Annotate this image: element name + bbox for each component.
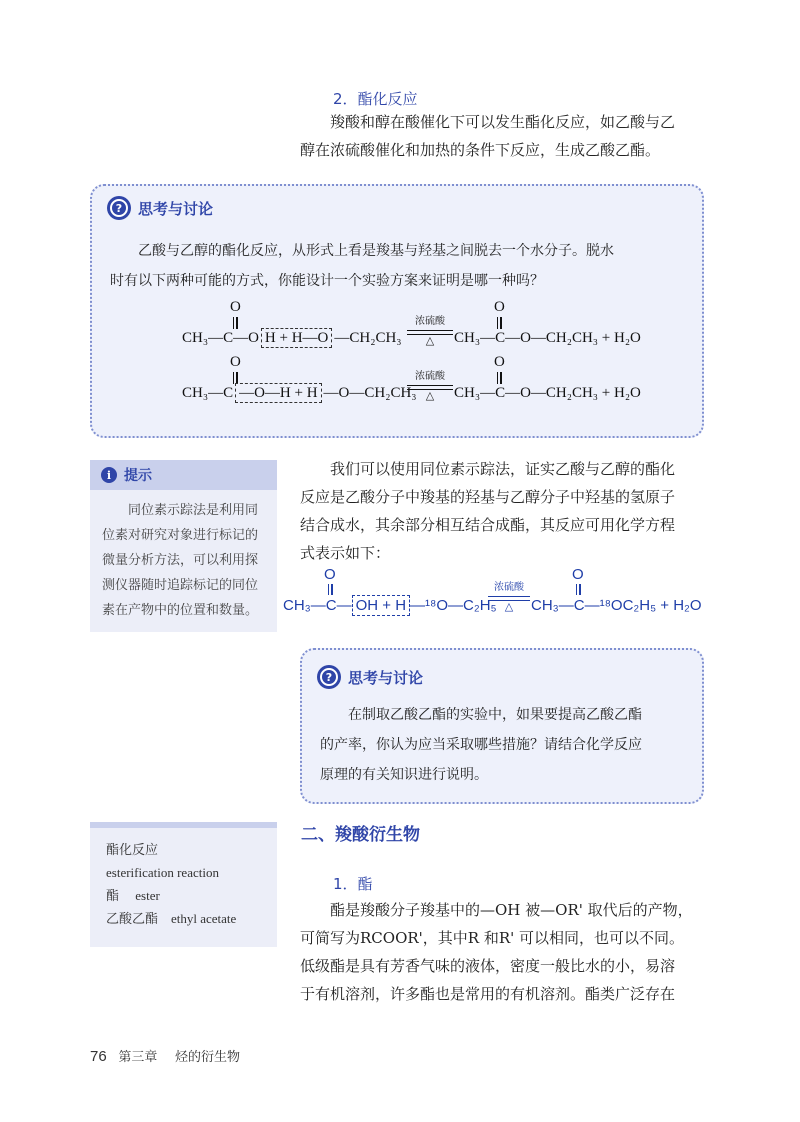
- eq-product: CH₃—C—O—CH₂CH₃ + H₂O: [454, 330, 641, 346]
- paragraph-line: 反应是乙酸分子中羧基的羟基与乙醇分子中羟基的氢原子: [300, 488, 676, 506]
- glossary-box: [90, 822, 277, 947]
- svg-text:?: ?: [325, 671, 333, 684]
- info-icon: [100, 466, 118, 484]
- paragraph-line: 于有机溶剂，许多酯也是常用的有机溶剂。酯类广泛存在: [300, 985, 676, 1003]
- eq-reactant: CH₃—C—: [283, 597, 352, 614]
- double-bond: [328, 584, 330, 595]
- discussion-line: 乙酸与乙醇的酯化反应，从形式上看是羧基与羟基之间脱去一个水分子。脱水: [138, 243, 614, 259]
- hint-line: 微量分析方法，可以利用探: [102, 553, 259, 568]
- hint-line: 同位素示踪法是利用同: [128, 503, 259, 518]
- discussion-text: [320, 700, 690, 790]
- discussion-box-1: [90, 184, 704, 438]
- eq-reactant: —¹⁸O—C₂H₅: [410, 597, 497, 614]
- discussion-line: 时有以下两种可能的方式，你能设计一个实验方案来证明是哪一种吗？: [110, 273, 544, 289]
- discussion-line: 在制取乙酸乙酯的实验中，如果要提高乙酸乙酯: [348, 707, 642, 723]
- equation-2: [182, 385, 417, 402]
- ester-paragraph: [300, 896, 720, 1008]
- glossary-item: 酯化反应: [106, 842, 159, 857]
- discussion-text: [110, 236, 690, 296]
- paragraph-line: 式表示如下：: [300, 544, 391, 562]
- glossary-item: esterification reaction: [106, 865, 219, 880]
- section-heading-carboxylic-derivatives: 二、羧酸衍生物: [301, 825, 420, 845]
- paragraph-line: 羧酸和醇在酸催化下可以发生酯化反应，如乙酸与乙: [330, 113, 676, 131]
- chapter-label: 第三章: [118, 1049, 158, 1064]
- carbonyl-oxygen: O: [494, 299, 505, 315]
- paragraph-line: 酯是羧酸分子羧基中的—OH 被—OR' 取代后的产物，: [330, 901, 693, 919]
- carbonyl-oxygen: O: [230, 299, 241, 315]
- carbonyl-oxygen: O: [324, 566, 336, 583]
- page-footer: [90, 1046, 240, 1065]
- glossary-item: 酯 ester: [106, 888, 160, 903]
- isotope-equation: [283, 597, 497, 614]
- eq-reactant: CH₃—C: [182, 385, 234, 401]
- paragraph-line: 我们可以使用同位素示踪法，证实乙酸与乙醇的酯化: [330, 460, 676, 478]
- discussion-icon: [106, 195, 132, 221]
- heat-symbol: △: [425, 389, 435, 402]
- catalyst-label: 浓硫酸: [415, 371, 445, 382]
- eq-product: CH₃—C—¹⁸OC₂H₅ + H₂O: [531, 597, 702, 614]
- eq-reactant: CH₃—C—O: [182, 330, 259, 346]
- paragraph-line: 低级酯是具有芳香气味的液体，密度一般比水的小，易溶: [300, 957, 676, 975]
- reaction-arrow-1: [407, 316, 453, 347]
- paragraph-line: 醇在浓硫酸催化和加热的条件下反应，生成乙酸乙酯。: [300, 141, 661, 159]
- catalyst-label: 浓硫酸: [415, 316, 445, 327]
- glossary-item: 乙酸乙酯 ethyl acetate: [106, 911, 237, 926]
- hint-header: [90, 460, 277, 490]
- discussion-header: [316, 664, 423, 690]
- page-number: 76: [90, 1048, 107, 1065]
- equation-1: [182, 330, 402, 347]
- chapter-title: 烃的衍生物: [174, 1049, 240, 1064]
- double-bond: [576, 584, 578, 595]
- svg-text:?: ?: [115, 202, 123, 215]
- discussion-box-2: [300, 648, 704, 804]
- heat-symbol: △: [504, 600, 514, 613]
- heat-symbol: △: [425, 334, 435, 347]
- discussion-icon: [316, 664, 342, 690]
- eq-water-box: H + H—O: [261, 328, 332, 348]
- discussion-line: 的产率，你认为应当采取哪些措施？请结合化学反应: [320, 737, 642, 753]
- eq-water-box: OH + H: [352, 595, 410, 616]
- reaction-arrow-3: [488, 582, 530, 613]
- isotope-paragraph: [300, 455, 720, 567]
- double-bond: [497, 372, 499, 384]
- double-bond: [233, 317, 235, 329]
- hint-line: 测仪器随时追踪标记的同位: [102, 578, 259, 593]
- catalyst-label: 浓硫酸: [494, 582, 524, 593]
- subsection-title-esters: 1．酯: [333, 875, 373, 893]
- double-bond: [497, 317, 499, 329]
- hint-text: [90, 490, 277, 631]
- eq-reactant: —O—CH₂CH₃: [323, 385, 417, 401]
- carbonyl-oxygen: O: [230, 354, 241, 370]
- carbonyl-oxygen: O: [572, 566, 584, 583]
- section-title-esterification: 2．酯化反应: [333, 90, 418, 108]
- svg-text:i: i: [106, 469, 112, 482]
- hint-box: [90, 460, 277, 632]
- hint-line: 素在产物中的位置和数量。: [102, 603, 259, 618]
- eq-product: CH₃—C—O—CH₂CH₃ + H₂O: [454, 385, 641, 401]
- carbonyl-oxygen: O: [494, 354, 505, 370]
- reaction-arrow-2: [407, 371, 453, 402]
- discussion-title: 思考与讨论: [138, 199, 214, 218]
- discussion-title: 思考与讨论: [348, 668, 424, 687]
- discussion-line: 原理的有关知识进行说明。: [320, 767, 488, 783]
- hint-line: 位素对研究对象进行标记的: [102, 528, 259, 543]
- discussion-header: [106, 195, 213, 221]
- eq-water-box: —O—H + H: [235, 383, 321, 403]
- paragraph-line: 结合成水，其余部分相互结合成酯，其反应可用化学方程: [300, 516, 676, 534]
- eq-reactant: —CH₂CH₃: [334, 330, 402, 346]
- esterification-paragraph: [300, 108, 720, 164]
- hint-title: 提示: [124, 468, 152, 484]
- paragraph-line: 可简写为RCOOR'，其中R 和R' 可以相同，也可以不同。: [300, 929, 685, 947]
